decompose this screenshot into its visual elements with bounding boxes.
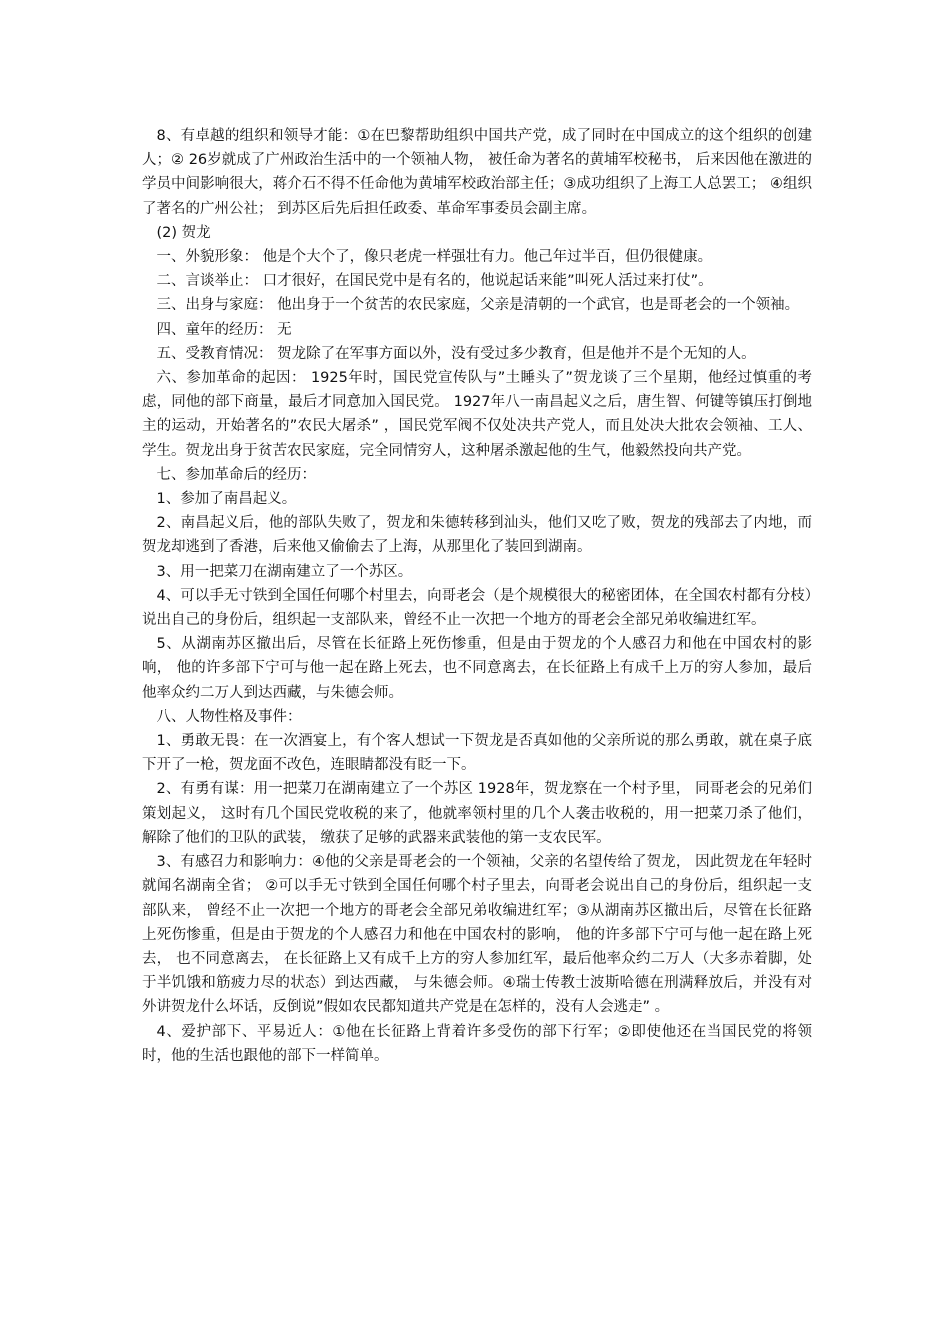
paragraph-childhood: 四、童年的经历： 无 <box>156 321 292 338</box>
paragraph-speech: 二、言谈举止： 口才很好，在国民党中是有名的，他说起话来能”叫死人活过来打仗”。 <box>156 273 713 290</box>
list-item: 5、从湖南苏区撤出后，尽管在长征路上死伤惨重，但是由于贺龙的个人感召力和他在中国农村的影响， 他的许多部下宁可与他一起在路上死去，也不同意离去，在长征路上有成千上万的穷人参加，最后他率众约二万人到达西藏，与朱德会师。 <box>142 636 812 701</box>
document-body <box>142 124 812 1068</box>
paragraph-education: 五、受教育情况： 贺龙除了在军事方面以外，没有受过多少教育，但是他并不是个无知的人。 <box>156 345 756 362</box>
paragraph-revolution-cause: 六、参加革命的起因： 1925年时，国民党宣传队与”土睡头了”贺龙谈了三个星期，他经过慎重的考虑，同他的部下商量，最后才同意加入国民党。 1927年八一南昌起义之后，唐生智、何键等镇压打倒地主的运动，开始著名的”农民大屠杀” ，国民党军阀不仅处决共产党人，而且处决大批农会领袖、工人、学生。贺龙出身于贫苦农民家庭，完全同情穷人，这种屠杀激起他的生气，他毅然投向共产党。 <box>142 370 812 459</box>
list-item: 4、可以手无寸铁到全国任何哪个村里去，向哥老会（是个规模很大的秘密团体，在全国农村都有分枝）说出自己的身份后，组织起一支部队来，曾经不止一次把一个地方的哥老会全部兄弟收编进红军。 <box>142 587 812 629</box>
list-item: 3、用一把菜刀在湖南建立了一个苏区。 <box>156 563 413 580</box>
paragraph-family: 三、出身与家庭： 他出身于一个贫苦的农民家庭，父亲是清朝的一个武官，也是哥老会的一个领袖。 <box>156 297 800 314</box>
list-item: 3、有感召力和影响力：④他的父亲是哥老会的一个领袖，父亲的名望传给了贺龙， 因此贺龙在年轻时就闻名湖南全省； ②可以手无寸铁到全国任何哪个村子里去，向哥老会说出自己的身份后，组织起一支部队来， 曾经不止一次把一个地方的哥老会全部兄弟收编进红军；③从湖南苏区撤出后，尽管在长征路上死伤惨重，但是由于贺龙的个人感召力和他在中国农村的影响， 他的许多部下宁可与他一起在路上死去， 也不同意离去， 在长征路上又有成千上方的穷人参加红军，最后他率众约二万人（大多赤着脚，处于半饥饿和筋疲力尽的状态）到达西藏， 与朱德会师。④瑞士传教士波斯哈德在刑满释放后，并没有对外讲贺龙什么坏话，反倒说”假如农民都知道共产党是在怎样的，没有人会逃走” 。 <box>142 854 812 1016</box>
paragraph-character-heading: 八、人物性格及事件： <box>156 708 302 725</box>
list-item: 2、南昌起义后，他的部队失败了，贺龙和朱德转移到汕头，他们又吃了败，贺龙的残部去了内地，而贺龙却逃到了香港，后来他又偷偷去了上海，从那里化了装回到湖南。 <box>142 515 812 556</box>
list-item: 1、参加了南昌起义。 <box>156 491 297 508</box>
section-heading-he-long: (2) 贺龙 <box>156 224 211 241</box>
paragraph-leadership: 8、有卓越的组织和领导才能：①在巴黎帮助组织中国共产党，成了同时在中国成立的这个组织的创建人；② 26岁就成了广州政治生活中的一个领袖人物， 被任命为著名的黄埔军校秘书， 后来因他在激进的学员中间影响很大，蒋介石不得不任命他为黄埔军校政治部主任；③成功组织了上海工人总罢工； ④组织了著名的广州公社； 到苏区后先后担任政委、革命军事委员会副主席。 <box>142 128 812 217</box>
list-item: 4、爱护部下、平易近人：①他在长征路上背着许多受伤的部下行军；②即使他还在当国民党的将领时，他的生活也跟他的部下一样简单。 <box>142 1023 812 1064</box>
paragraph-appearance: 一、外貌形象： 他是个大个了，像只老虎一样强壮有力。他己年过半百，但仍很健康。 <box>156 249 713 266</box>
list-item: 2、有勇有谋：用一把菜刀在湖南建立了一个苏区 1928年，贺龙察在一个村予里， 同哥老会的兄弟们策划起义， 这时有几个国民党收税的来了，他就率领村里的几个人袭击收税的，用一把菜刀杀了他们，解除了他们的卫队的武装， 缴获了足够的武器来武装他的第一支农民军。 <box>142 781 812 846</box>
paragraph-revolution-heading: 七、参加革命后的经历： <box>156 466 316 483</box>
list-item: 1、勇敢无畏：在一次酒宴上，有个客人想试一下贺龙是否真如他的父亲所说的那么勇敢，就在桌子底下开了一枪，贺龙面不改色，连眼睛都没有眨一下。 <box>142 733 812 774</box>
